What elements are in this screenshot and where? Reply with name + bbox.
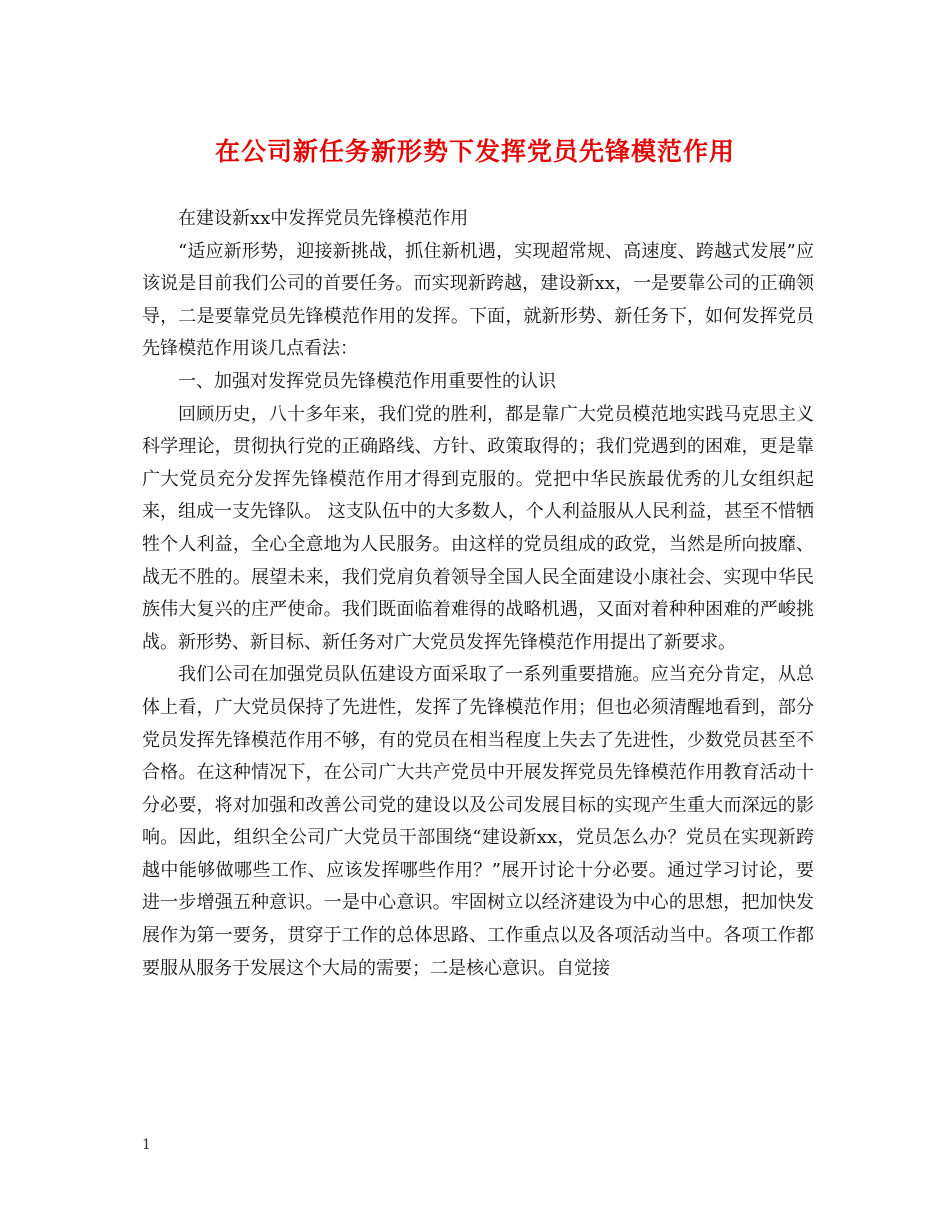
- paragraph-company-measures: 我们公司在加强党员队伍建设方面采取了一系列重要措施。应当充分肯定，从总体上看，广大党员保持了先进性，发挥了先锋模范作用；但也必须清醒地看到，部分党员发挥先锋模范作用不够，有的党员在相当程度上失去了先进性，少数党员甚至不合格。在这种情况下，在公司广大共产党员中开展发挥党员先锋模范作用教育活动十分必要，将对加强和改善公司党的建设以及公司发展目标的实现产生重大而深远的影响。因此，组织全公司广大党员干部围绕“建设新xx，党员怎么办？党员在实现新跨越中能够做哪些工作、应该发挥哪些作用？”展开讨论十分必要。通过学习讨论，要进一步增强五种意识。一是中心意识。牢固树立以经济建设为中心的思想，把加快发展作为第一要务，贯穿于工作的总体思路、工作重点以及各项活动当中。各项工作都要服从服务于发展这个大局的需要；二是核心意识。自觉接: [142, 664, 814, 979]
- page-number: 1: [142, 1137, 151, 1153]
- paragraph-history: 回顾历史，八十多年来，我们党的胜利，都是靠广大党员模范地实践马克思主义科学理论，贯彻执行党的正确路线、方针、政策取得的；我们党遇到的困难，更是靠广大党员充分发挥先锋模范作用才得到克服的。党把中华民族最优秀的儿女组织起来，组成一支先锋队。 这支队伍中的大多数人，个人利益服从人民利益，甚至不惜牺牲个人利益，全心全意地为人民服务。由这样的党员组成的政党，当然是所向披靡、战无不胜的。展望未来，我们党肩负着领导全国人民全面建设小康社会、实现中华民族伟大复兴的庄严使命。我们既面临着难得的战略机遇，又面对着种种困难的严峻挑战。新形势、新目标、新任务对广大党员发挥先锋模范作用提出了新要求。: [142, 403, 814, 653]
- document-title: 在公司新任务新形势下发挥党员先锋模范作用: [214, 137, 735, 166]
- paragraph-subtitle: 在建设新xx中发挥党员先锋模范作用: [178, 208, 469, 229]
- document-body: [142, 203, 814, 985]
- paragraph-intro: “适应新形势，迎接新挑战，抓住新机遇，实现超常规、高速度、跨越式发展”应该说是目前我们公司的首要任务。而实现新跨越，建设新xx，一是要靠公司的正确领导，二是要靠党员先锋模范作用的发挥。下面，就新形势、新任务下，如何发挥党员先锋模范作用谈几点看法：: [142, 240, 814, 360]
- section-heading-1: 一、加强对发挥党员先锋模范作用重要性的认识: [178, 370, 556, 392]
